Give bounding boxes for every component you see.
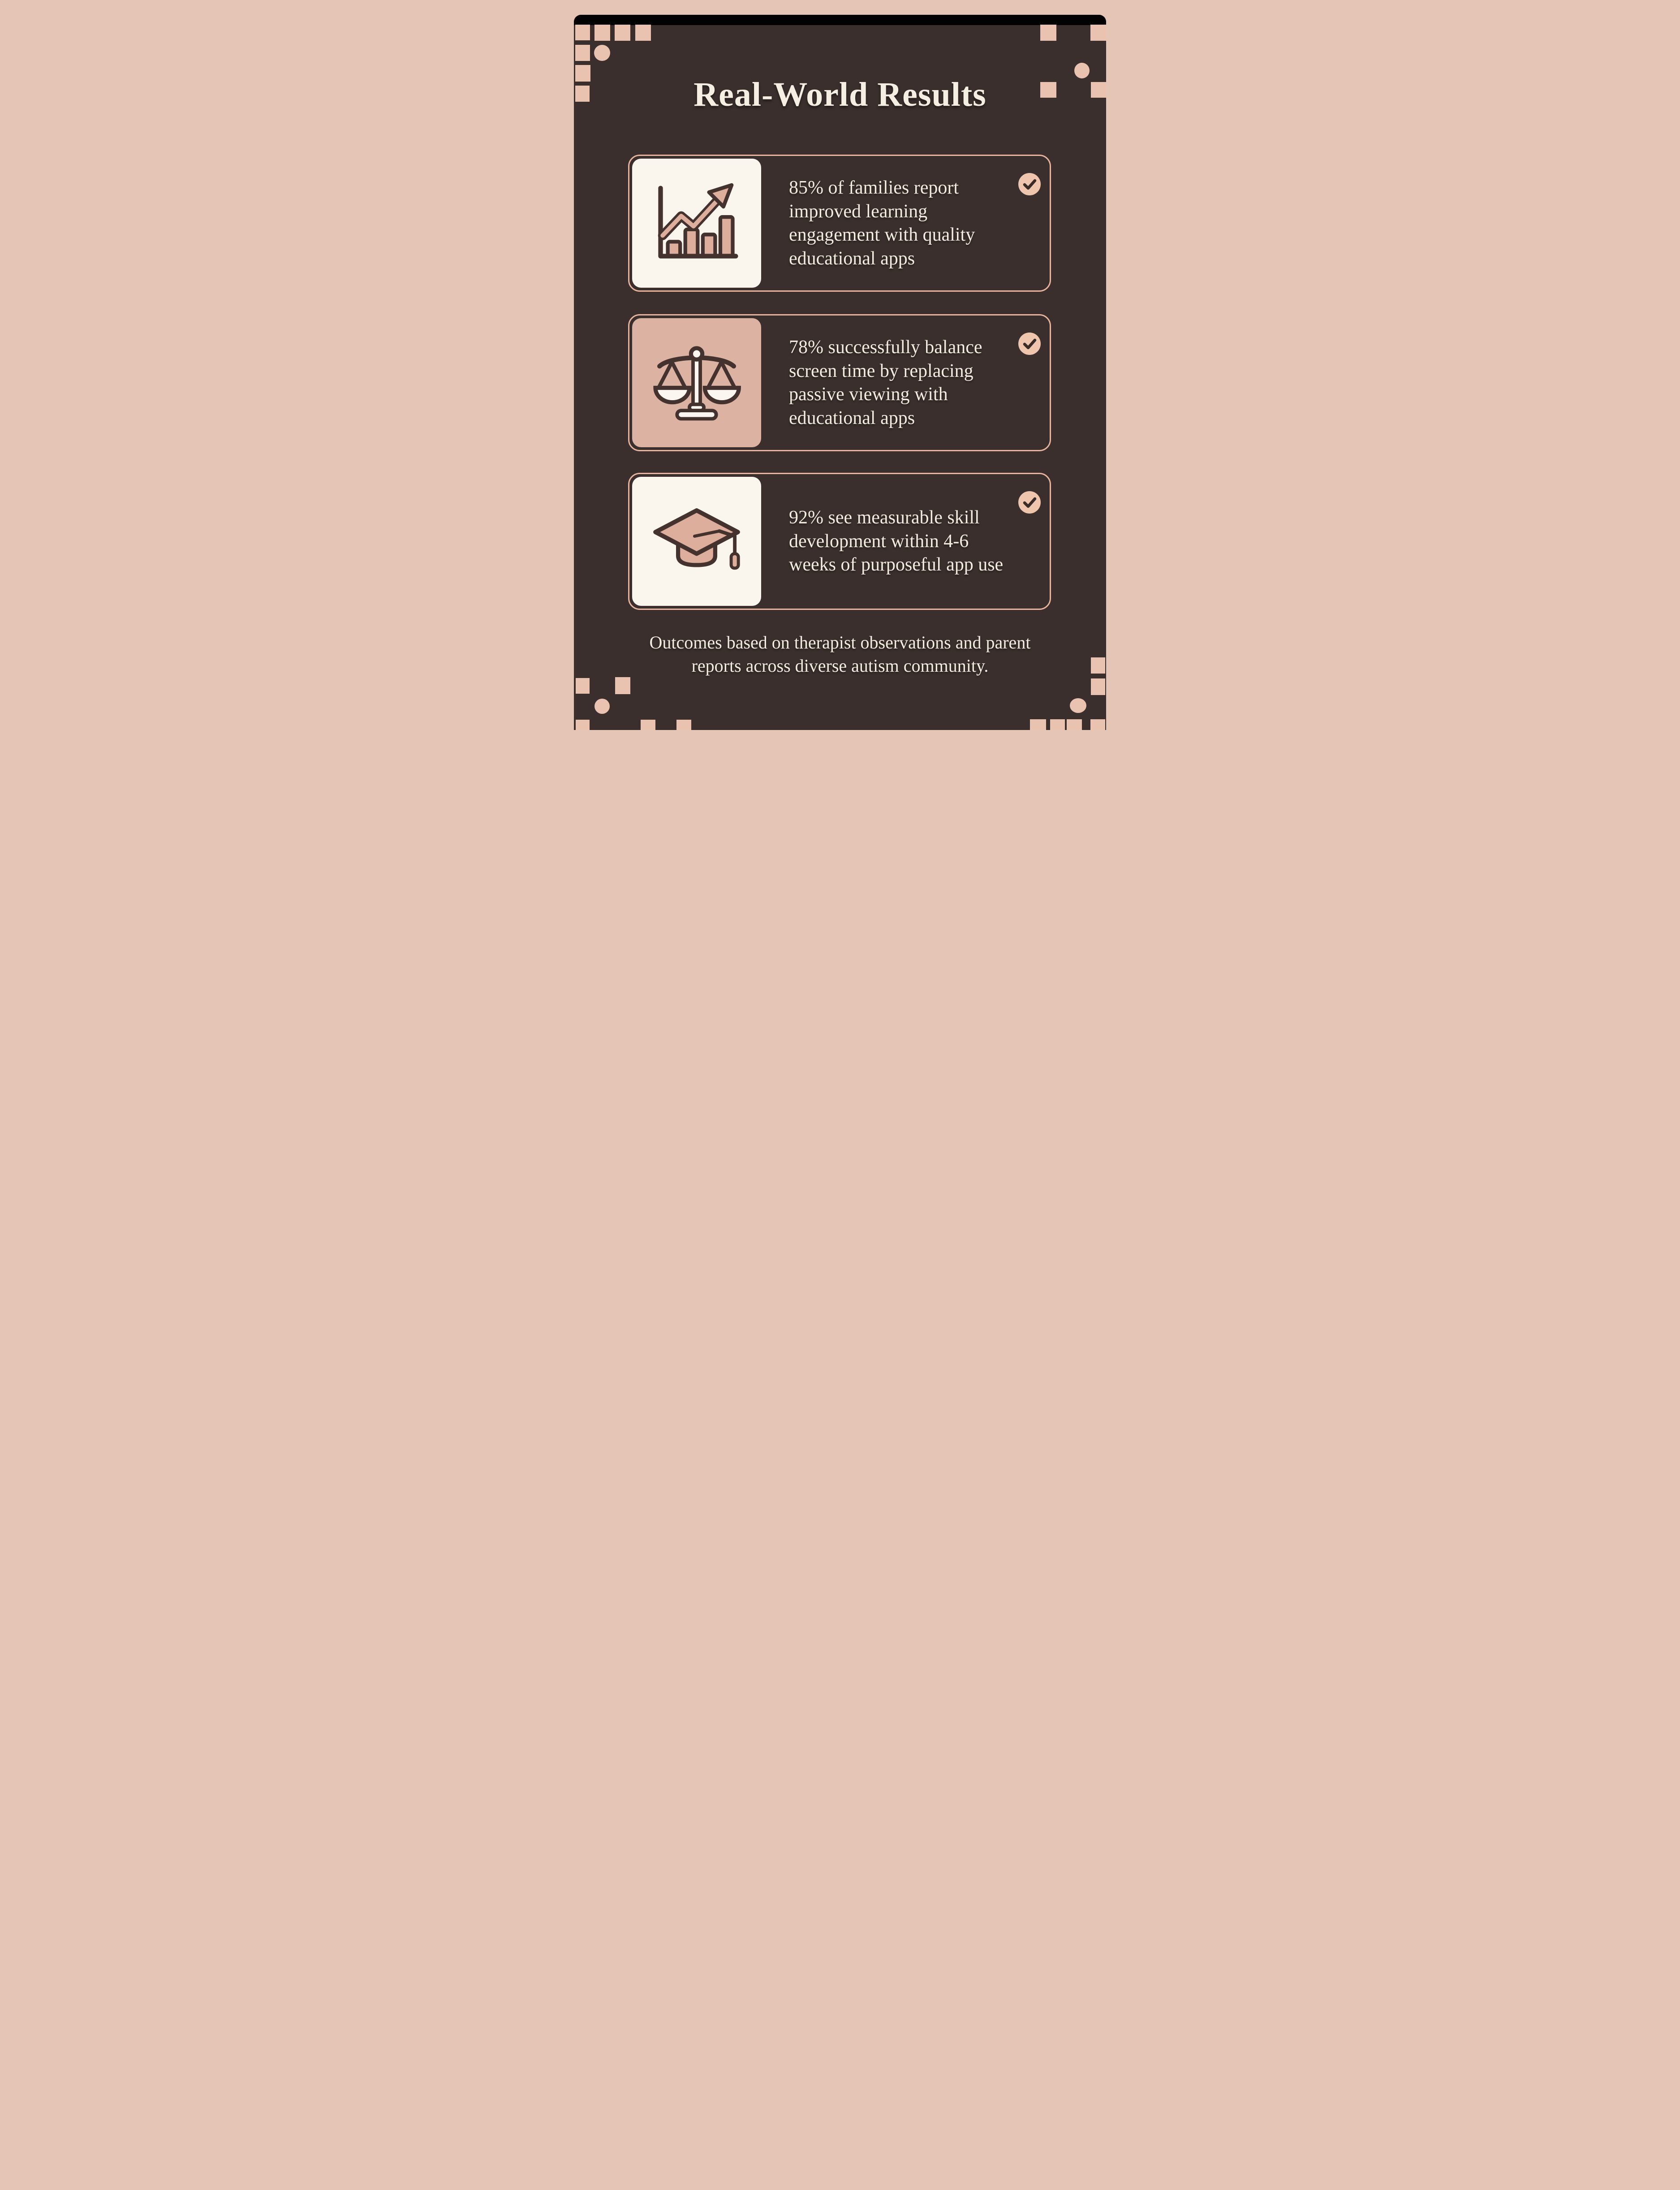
balance-scale-icon	[645, 331, 748, 434]
footer-text: Outcomes based on therapist observations and parent reports across diverse autism community.	[649, 632, 1031, 676]
check-badge	[1018, 173, 1041, 195]
stat-text: 85% of families report improved learning engagement with quality educational apps	[789, 177, 975, 269]
decoration-square	[575, 45, 590, 61]
decoration-square	[576, 678, 590, 694]
check-icon	[1018, 491, 1041, 514]
decoration-dot	[1070, 698, 1086, 713]
stat-icon-box	[632, 318, 761, 447]
stat-card-balance	[628, 314, 1051, 451]
page-title: Real-World Results	[694, 76, 986, 113]
infographic-poster	[560, 0, 1120, 730]
decoration-square	[1030, 719, 1046, 730]
decoration-square	[1040, 25, 1056, 41]
stat-text: 78% successfully balance screen time by replacing passive viewing with educational apps	[789, 337, 982, 428]
decoration-square	[594, 25, 610, 41]
bar-chart-icon	[645, 172, 748, 275]
stat-icon-box	[632, 159, 761, 288]
check-icon	[1018, 333, 1041, 355]
decoration-square	[676, 720, 691, 730]
decoration-square	[615, 25, 630, 41]
graduation-cap-icon	[645, 490, 748, 593]
decoration-dot	[594, 45, 610, 61]
footer-note	[560, 631, 1120, 678]
decoration-square	[1091, 678, 1105, 695]
decoration-square	[1067, 719, 1082, 730]
stat-text: 92% see measurable skill development within 4-6 weeks of purposeful app use	[789, 507, 1004, 575]
stat-card-skills	[628, 473, 1051, 610]
decoration-square	[1050, 719, 1065, 730]
stat-card-engagement	[628, 155, 1051, 292]
check-icon	[1018, 173, 1041, 195]
decoration-square	[1090, 25, 1106, 41]
decoration-square	[576, 720, 590, 730]
check-badge	[1018, 333, 1041, 355]
decoration-square	[575, 25, 590, 40]
decoration-square	[615, 677, 630, 694]
decoration-square	[635, 25, 651, 41]
decoration-dot	[594, 699, 610, 714]
stat-icon-box	[632, 477, 761, 606]
top-black-bar	[574, 15, 1106, 25]
decoration-square	[641, 720, 655, 730]
check-badge	[1018, 491, 1041, 514]
decoration-square	[1090, 719, 1105, 730]
